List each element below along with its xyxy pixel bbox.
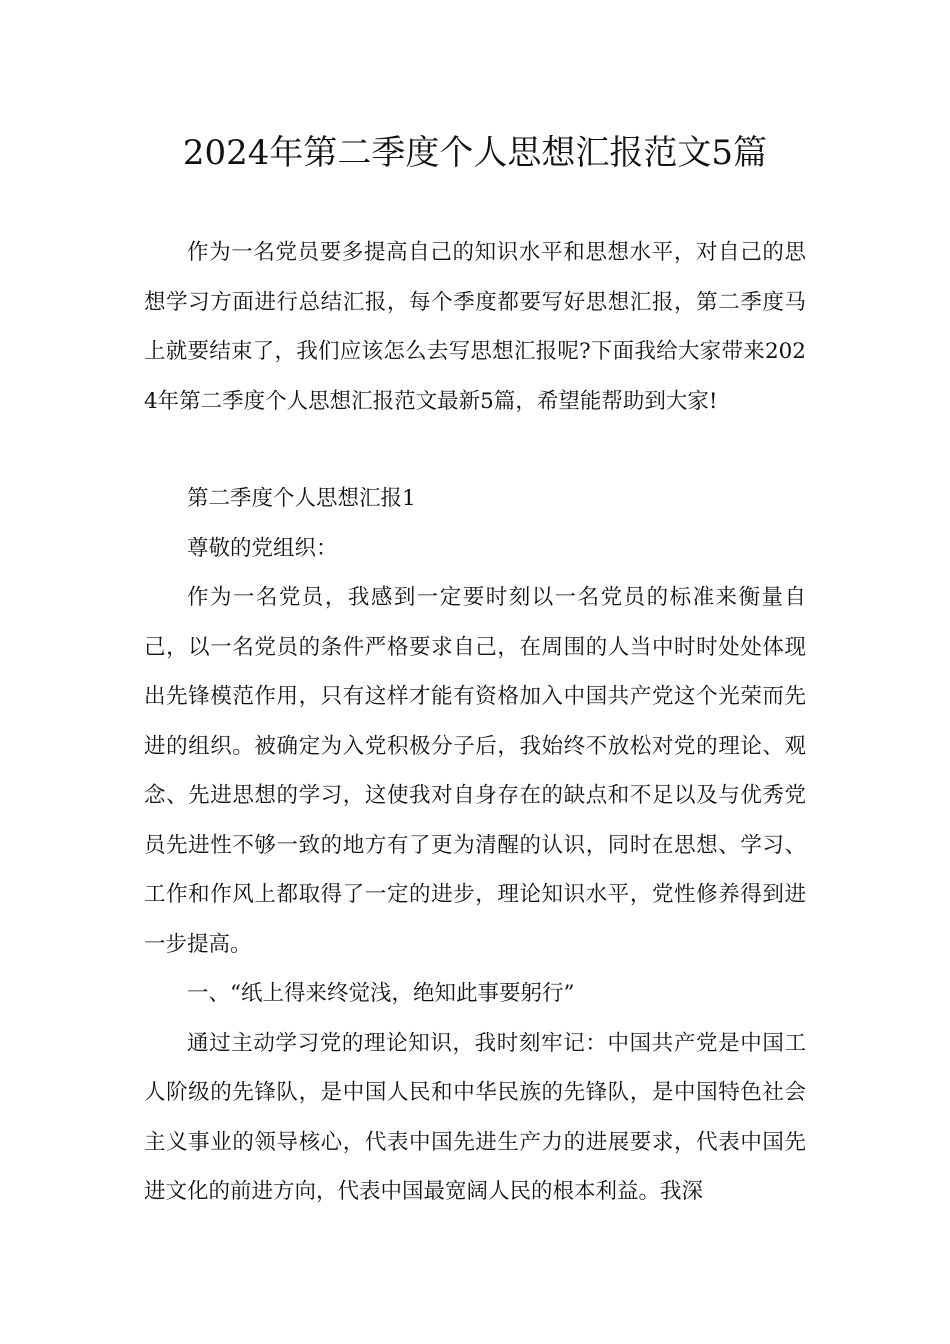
- document-title: 2024年第二季度个人思想汇报范文5篇: [182, 133, 768, 173]
- intro-paragraph: 作为一名党员要多提高自己的知识水平和思想水平，对自己的思想学习方面进行总结汇报，每个季度都要写好思想汇报，第二季度马上就要结束了，我们应该怎么去写思想汇报呢?下面我给大家带来2024年第二季度个人思想汇报范文最新5篇，希望能帮助到大家!: [144, 240, 806, 414]
- section-heading: 第二季度个人思想汇报1: [187, 486, 416, 511]
- subheading-1: 一、“纸上得来终觉浅，绝知此事要躬行”: [187, 981, 575, 1006]
- section-gap: [144, 426, 806, 474]
- salutation: 尊敬的党组织：: [187, 535, 338, 561]
- body-paragraph-2: 通过主动学习党的理论知识，我时刻牢记：中国共产党是中国工人阶级的先锋队，是中国人民和中华民族的先锋队，是中国特色社会主义事业的领导核心，代表中国先进生产力的进展要求，代表中国先进文化的前进方向，代表中国最宽阔人民的根本利益。我深: [144, 1030, 806, 1204]
- body-paragraph-1: 作为一名党员，我感到一定要时刻以一名党员的标准来衡量自己，以一名党员的条件严格要求自己，在周围的人当中时时处处体现出先锋模范作用，只有这样才能有资格加入中国共产党这个光荣而先进的组织。被确定为入党积极分子后，我始终不放松对党的理论、观念、先进思想的学习，这使我对自身存在的缺点和不足以及与优秀党员先进性不够一致的地方有了更为清醒的认识，同时在思想、学习、工作和作风上都取得了一定的进步，理论知识水平，党性修养得到进一步提高。: [144, 585, 806, 957]
- document-body: [144, 228, 806, 1217]
